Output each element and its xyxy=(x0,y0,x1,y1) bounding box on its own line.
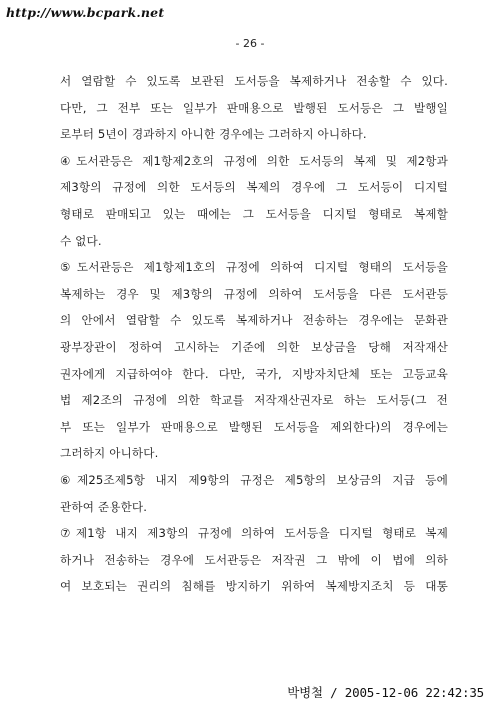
text-line: 관하여 준용한다. xyxy=(60,499,148,514)
text-line: 복제하는 경우 및 제3항의 규정에 의하여 도서등을 다른 도서관등 xyxy=(60,286,448,301)
page-number: - 26 - xyxy=(235,37,265,50)
watermark-url: http://www.bcpark.net xyxy=(6,5,165,20)
text-line: 형태로 판매되고 있는 때에는 그 도서등을 디지털 형태로 복제할 xyxy=(60,206,448,221)
text-line: 법 제2조의 규정에 의한 학교를 저작재산권자로 하는 도서등(그 전 xyxy=(60,393,448,408)
footer-author-timestamp: 박병철 / 2005-12-06 22:42:35 xyxy=(287,685,484,700)
text-line: 다만, 그 전부 또는 일부가 판매용으로 발행된 도서등은 그 발행일 xyxy=(60,100,448,115)
text-line: ④도서관등은 제1항제2호의 규정에 의한 도서등의 복제 및 제2항과 xyxy=(60,153,448,168)
text-line: 제3항의 규정에 의한 도서등의 복제의 경우에 그 도서등이 디지털 xyxy=(60,180,448,195)
document-body xyxy=(60,68,448,600)
text-line: 로부터 5년이 경과하지 아니한 경우에는 그러하지 아니하다. xyxy=(60,127,367,142)
text-line: ⑥제25조제5항 내지 제9항의 규정은 제5항의 보상금의 지급 등에 xyxy=(60,472,448,487)
text-line: 서 열람할 수 있도록 보관된 도서등을 복제하거나 전송할 수 있다. xyxy=(60,74,448,88)
text-line: 부 또는 일부가 판매용으로 발행된 도서등을 제외한다)의 경우에는 xyxy=(60,419,448,434)
text-line: 광부장관이 정하여 고시하는 기준에 의한 보상금을 당해 저작재산 xyxy=(60,339,448,354)
text-line: 권자에게 지급하여야 한다. 다만, 국가, 지방자치단체 또는 고등교육 xyxy=(60,366,448,381)
text-line: 의 안에서 열람할 수 있도록 복제하거나 전송하는 경우에는 문화관 xyxy=(60,313,448,328)
text-line: 하거나 전송하는 경우에 도서관등은 저작권 그 밖에 이 법에 의하 xyxy=(60,552,448,567)
text-line: 수 없다. xyxy=(60,233,102,248)
text-line: 여 보호되는 권리의 침해를 방지하기 위하여 복제방지조치 등 대통 xyxy=(60,579,448,594)
text-line: 그러하지 아니하다. xyxy=(60,446,159,461)
text-line: ⑦제1항 내지 제3항의 규정에 의하여 도서등을 디지털 형태로 복제 xyxy=(60,526,448,541)
text-line: ⑤도서관등은 제1항제1호의 규정에 의하여 디지털 형태의 도서등을 xyxy=(60,260,448,275)
